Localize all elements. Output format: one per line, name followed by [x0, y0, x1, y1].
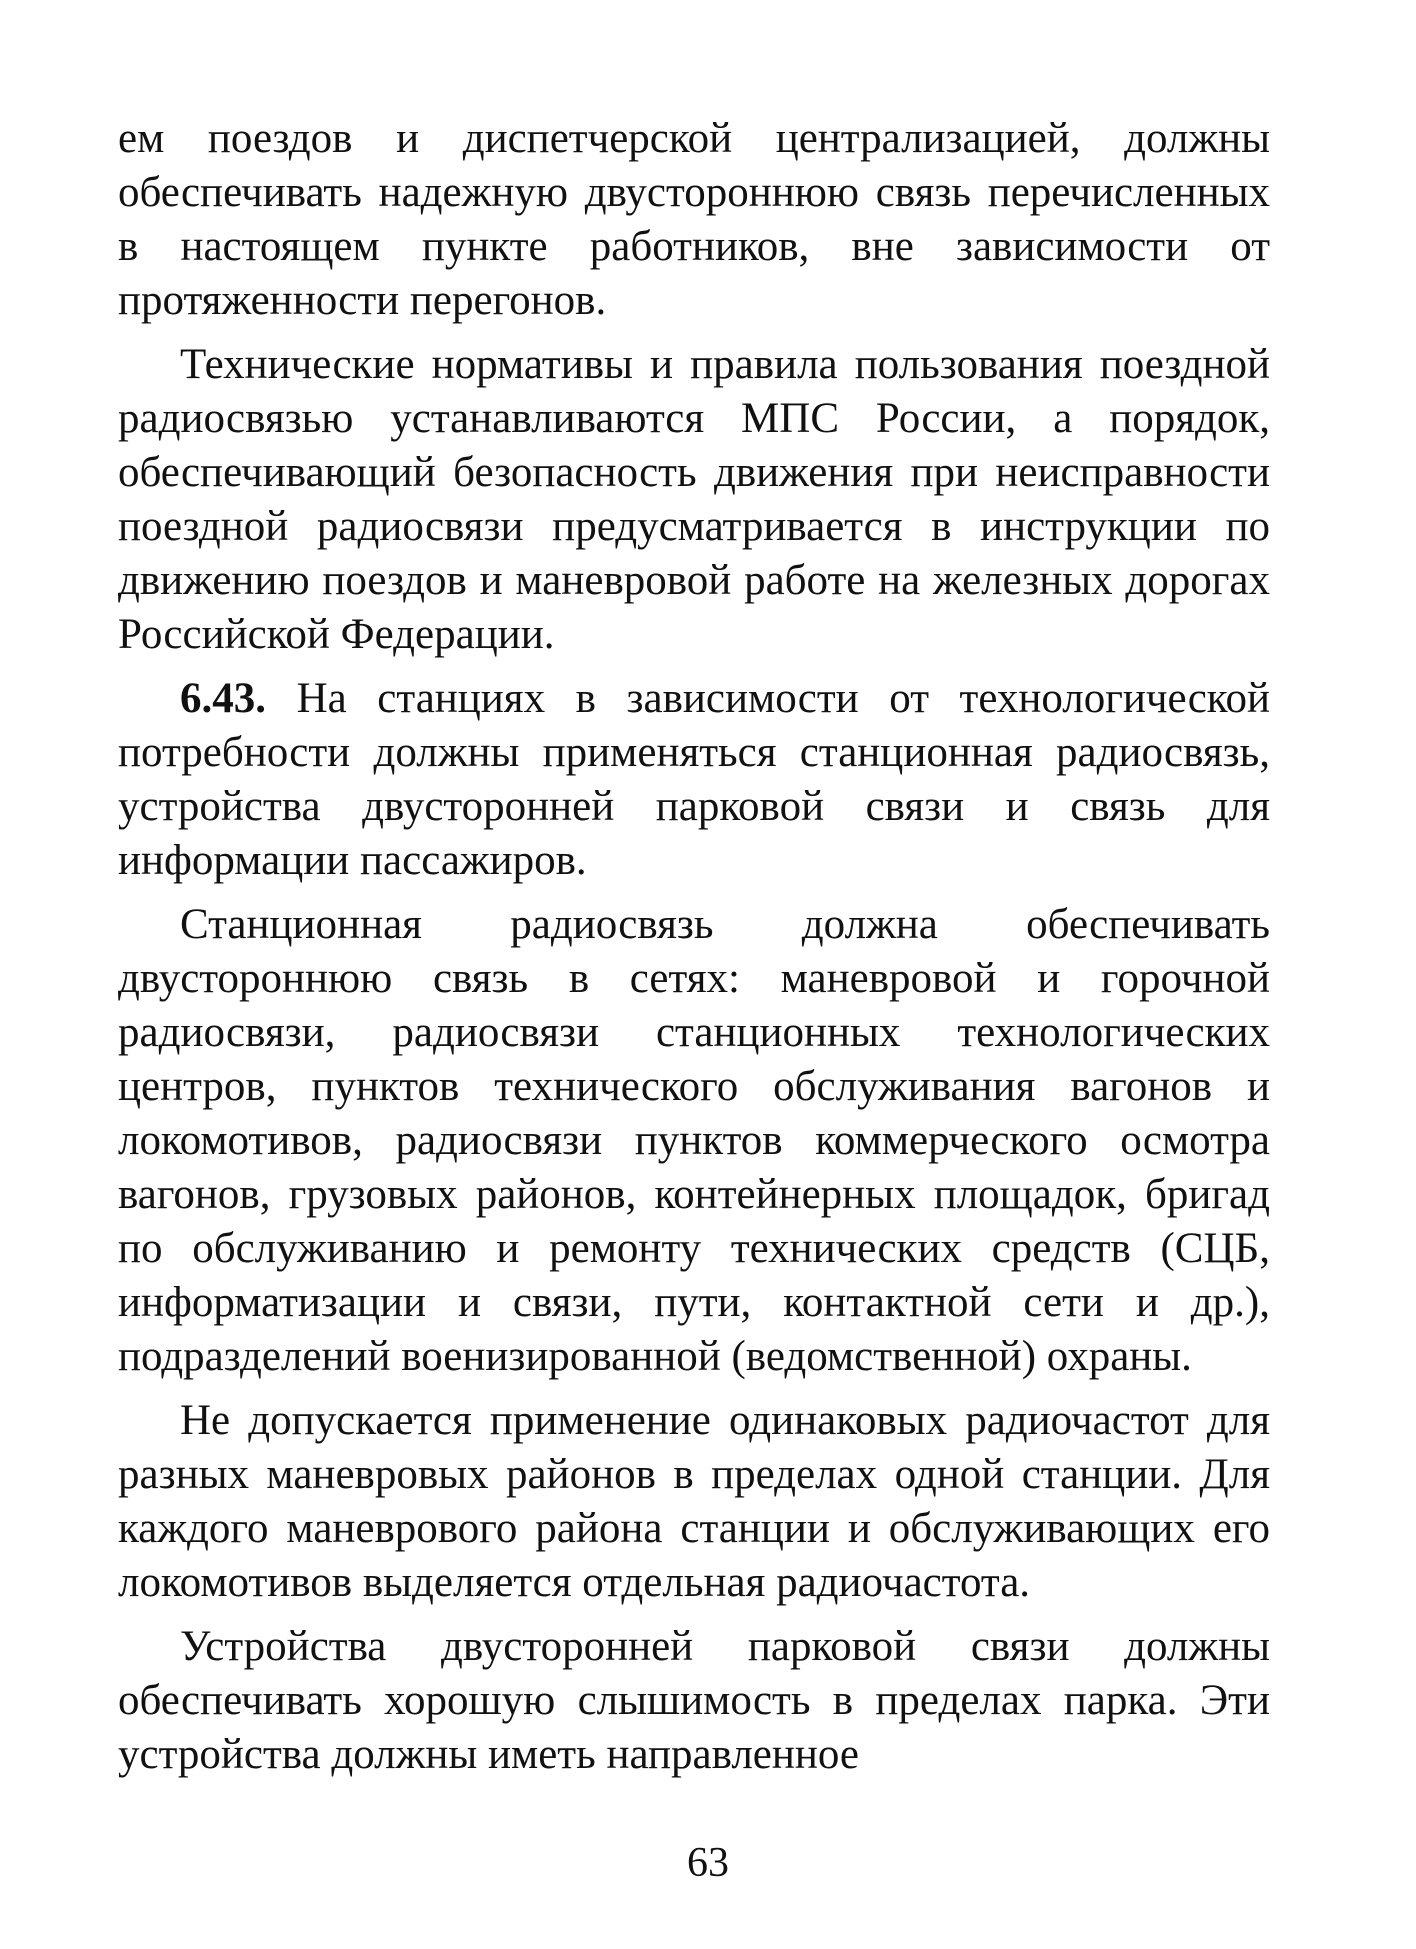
paragraph-3-section-6-43: [118, 672, 1270, 888]
paragraph-5: [118, 1394, 1270, 1610]
paragraph-6: [118, 1620, 1270, 1782]
page-number: 63: [687, 1840, 729, 1886]
paragraph-text: ем поездов и диспетчерской централизацией, должны обеспечивать надежную двустороннюю связь перечисленных в настоящем пункте работников, вне зависимости от протяженности перегонов.: [118, 115, 1270, 324]
paragraph-text: Станционная радиосвязь должна обеспечивать двустороннюю связь в сетях: маневровой и горочной радиосвязи, радиосвязи станционных технологических центров, пунктов технического обслуживания вагонов и локомотивов, радиосвязи пунктов коммерческого осмотра вагонов, грузовых районов, контейнерных площадок, бригад по обслуживанию и ремонту технических средств (СЦБ, информатизации и связи, пути, контактной сети и др.), подразделений военизированной (ведомственной) охраны.: [118, 901, 1270, 1380]
page-body: [118, 112, 1270, 1792]
paragraph-4: [118, 898, 1270, 1384]
section-number: 6.43.: [180, 675, 266, 722]
paragraph-1: [118, 112, 1270, 328]
paragraph-text: Устройства двусторонней парковой связи должны обеспечивать хорошую слышимость в пределах парка. Эти устройства должны иметь направленное: [118, 1623, 1270, 1778]
paragraph-text: Технические нормативы и правила пользования поездной радиосвязью устанавливаются МПС России, а порядок, обеспечивающий безопасность движения при неисправности поездной радиосвязи предусматривается в инструкции по движению поездов и маневровой работе на железных дорогах Российской Федерации.: [118, 341, 1270, 658]
paragraph-text: На станциях в зависимости от технологической потребности должны применяться станционная радиосвязь, устройства двусторонней парковой связи и связь для информации пассажиров.: [118, 675, 1270, 884]
paragraph-2: [118, 338, 1270, 662]
paragraph-text: Не допускается применение одинаковых радиочастот для разных маневровых районов в пределах одной станции. Для каждого маневрового района станции и обслуживающих его локомотивов выделяется отдельная радиочастота.: [118, 1397, 1270, 1606]
